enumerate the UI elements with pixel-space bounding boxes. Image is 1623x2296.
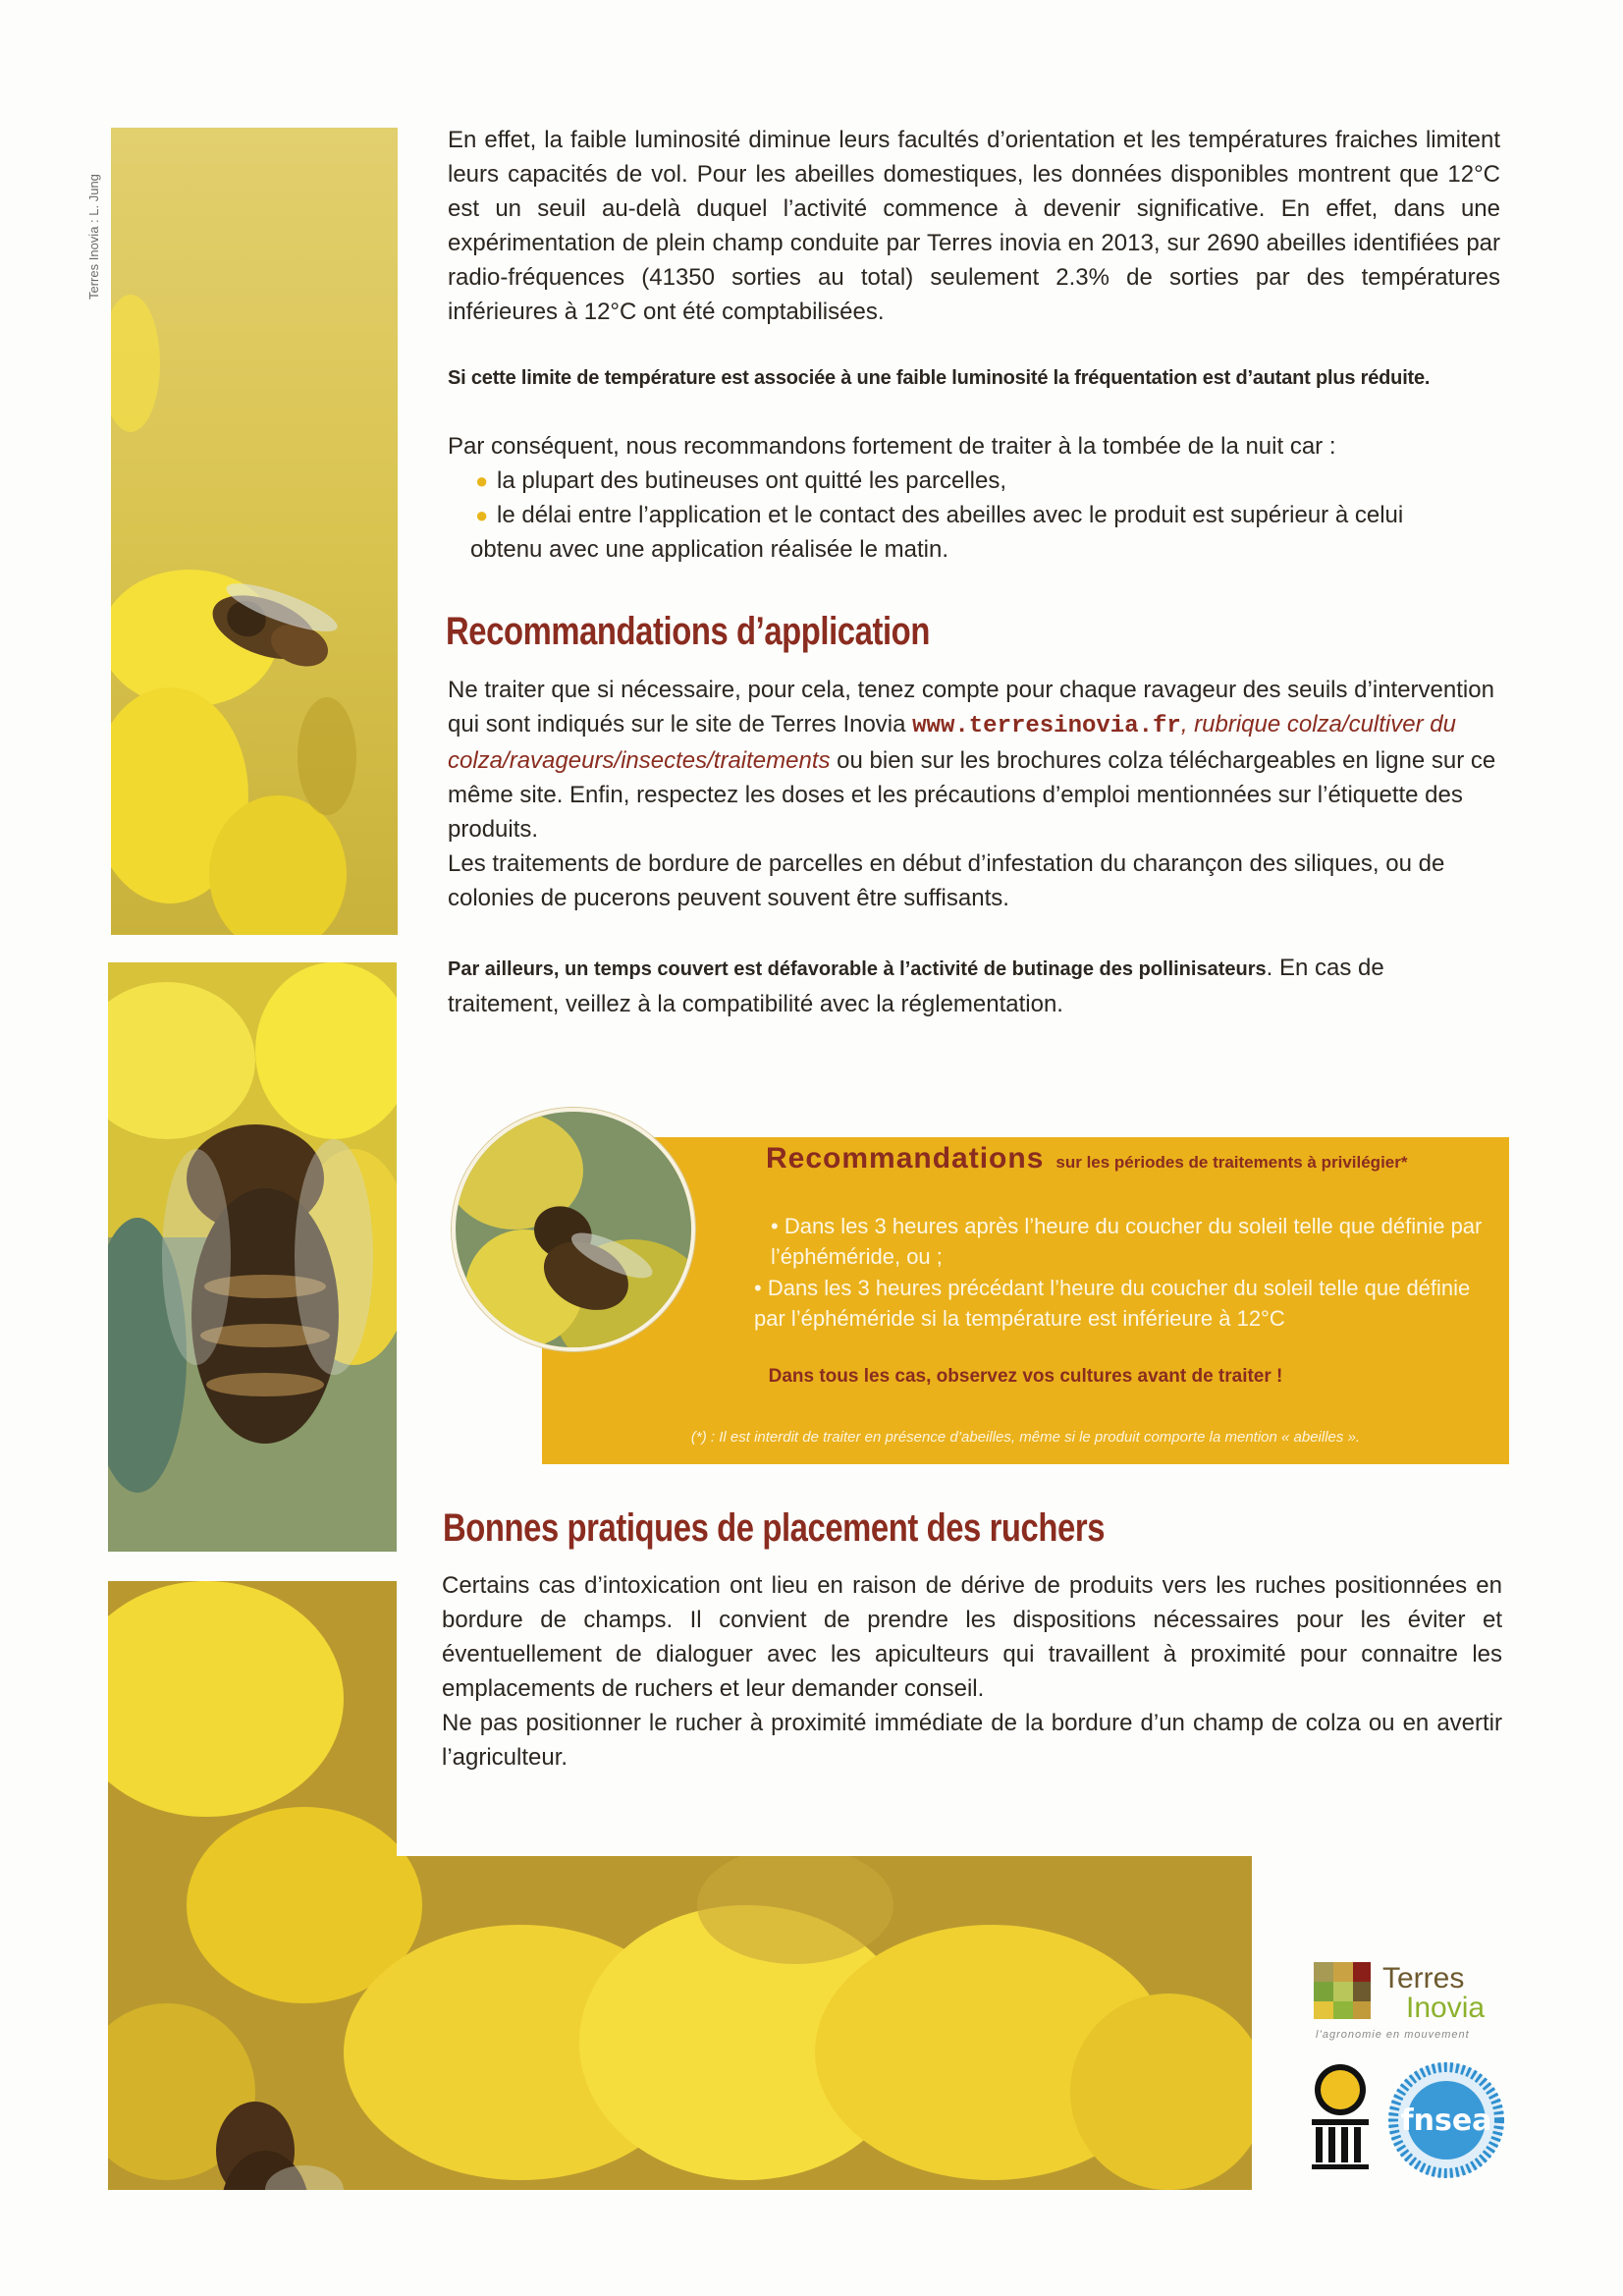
fnsea-logo-text: fnsea <box>1400 2104 1492 2138</box>
bee-photo-top <box>111 128 398 935</box>
logo-tagline: l’agronomie en mouvement <box>1316 2029 1470 2041</box>
paragraph-application <box>448 673 1500 915</box>
recommendation-subtitle: sur les périodes de traitements à privilégier* <box>1055 1153 1408 1172</box>
rings-logo-icon <box>1306 2062 1375 2180</box>
paragraph-luminosity <box>448 123 1500 329</box>
recommendation-title-main: Recommandations <box>766 1142 1045 1175</box>
paragraph-ruchers <box>442 1568 1502 1775</box>
recommendation-item-2: • Dans les 3 heures précédant l’heure du coucher du soleil telle que définie par l’éphéméride si la température est inférieure à 12°C <box>754 1276 1471 1331</box>
weather-bold: Par ailleurs, un temps couvert est défavorable à l’activité de butinage des pollinisateurs <box>448 958 1267 980</box>
comma: , <box>1180 711 1195 738</box>
website-link[interactable]: www.terresinovia.fr <box>912 713 1181 739</box>
photo-credit: Terres Inovia : L. Jung <box>86 174 101 300</box>
ruchers-text: Certains cas d’intoxication ont lieu en raison de dérive de produits vers les ruches positionnées en bordure de champs. Il convient de prendre les dispositions nécessaires pour les éviter et éventuellement de dialoguer avec les apiculteurs qui travaillent à proximité pour connaitre les emplacements de ruchers et leur demander conseil. <box>442 1572 1502 1702</box>
recommendation-title <box>766 1142 1407 1175</box>
application-text <box>448 673 1500 847</box>
recommendation-emphasis: Dans tous les cas, observez vos cultures avant de traiter ! <box>768 1366 1283 1387</box>
logo-text-inovia: Inovia <box>1406 1992 1486 2024</box>
heading-ruchers: Bonnes pratiques de placement des ruchers <box>443 1506 1106 1550</box>
terres-inovia-mark-icon <box>1314 1962 1371 2019</box>
bullet-icon: ● <box>475 468 489 493</box>
list-item <box>448 464 1500 498</box>
ruchers-advice: Ne pas positionner le rucher à proximité immédiate de la bordure d’un champ de colza ou en avertir l’agriculteur. <box>442 1710 1502 1771</box>
bullet-list <box>448 464 1500 532</box>
recommendation-footnote: (*) : Il est interdit de traiter en présence d’abeilles, même si le produit comporte la mention « abeilles ». <box>690 1429 1361 1446</box>
rings-logo <box>1306 2062 1375 2180</box>
weather-rest: . En cas de traitement, veillez à la compatibilité avec la réglementation. <box>448 955 1384 1017</box>
bullet-text: le délai entre l’application et le contact des abeilles avec le produit est supérieur à celui <box>497 502 1404 528</box>
fnsea-logo <box>1386 2060 1506 2180</box>
list-item <box>448 498 1500 532</box>
rubrique-path: rubrique colza/cultiver du colza/ravageurs/insectes/traitements <box>448 711 1456 774</box>
recommendation-intro: Par conséquent, nous recommandons fortement de traiter à la tombée de la nuit car : <box>448 433 1336 460</box>
bullet-text: la plupart des butineuses ont quitté les parcelles, <box>497 467 1006 494</box>
text-span: ou bien sur les brochures colza téléchargeables en ligne sur ce même site. Enfin, respectez les doses et les précautions d’emploi mentionnées sur l’étiquette des produits. <box>448 747 1496 843</box>
logo-text-terres: Terres <box>1382 1962 1465 1995</box>
bullet-icon: ● <box>475 503 489 527</box>
bullet-continuation: obtenu avec une application réalisée le matin. <box>470 536 948 563</box>
heading-application: Recommandations d’application <box>446 610 930 653</box>
paragraph-temperature-warning: Si cette limite de température est associée à une faible luminosité la fréquentation est d’autant plus réduite. <box>448 367 1431 389</box>
fnsea-logo-icon <box>1386 2060 1506 2180</box>
weather-text <box>448 951 1500 1021</box>
bee-photo-middle <box>108 962 397 1552</box>
text-span: Ne traiter que si nécessaire, pour cela, tenez compte pour chaque ravageur des seuils d’intervention qui sont indiqués sur le site de Terres Inovia <box>448 677 1494 738</box>
bee-circle-photo <box>452 1108 695 1351</box>
paragraph-recommendation <box>448 429 1500 567</box>
border-treatment-text: Les traitements de bordure de parcelles en début d’infestation du charançon des siliques, ou de colonies de pucerons peuvent souvent être suffisants. <box>448 850 1445 911</box>
paragraph-weather <box>448 951 1500 1021</box>
recommendation-item-1: • Dans les 3 heures après l’heure du coucher du soleil telle que définie par l’éphéméride, ou ; <box>771 1214 1483 1269</box>
terres-inovia-logo <box>1314 1962 1510 2050</box>
paragraph-text: En effet, la faible luminosité diminue leurs facultés d’orientation et les températures fraiches limitent leurs capacités de vol. Pour les abeilles domestiques, les données disponibles montrent que 12°C est un seuil au-delà duquel l’activité commence à devenir significative. En effet, dans une expérimentation de plein champ conduite par Terres inovia en 2013, sur 2690 abeilles identifiées par radio-fréquences (41350 sorties au total) seulement 2.3% de sorties par des températures inférieures à 12°C ont été comptabilisées. <box>448 127 1500 325</box>
